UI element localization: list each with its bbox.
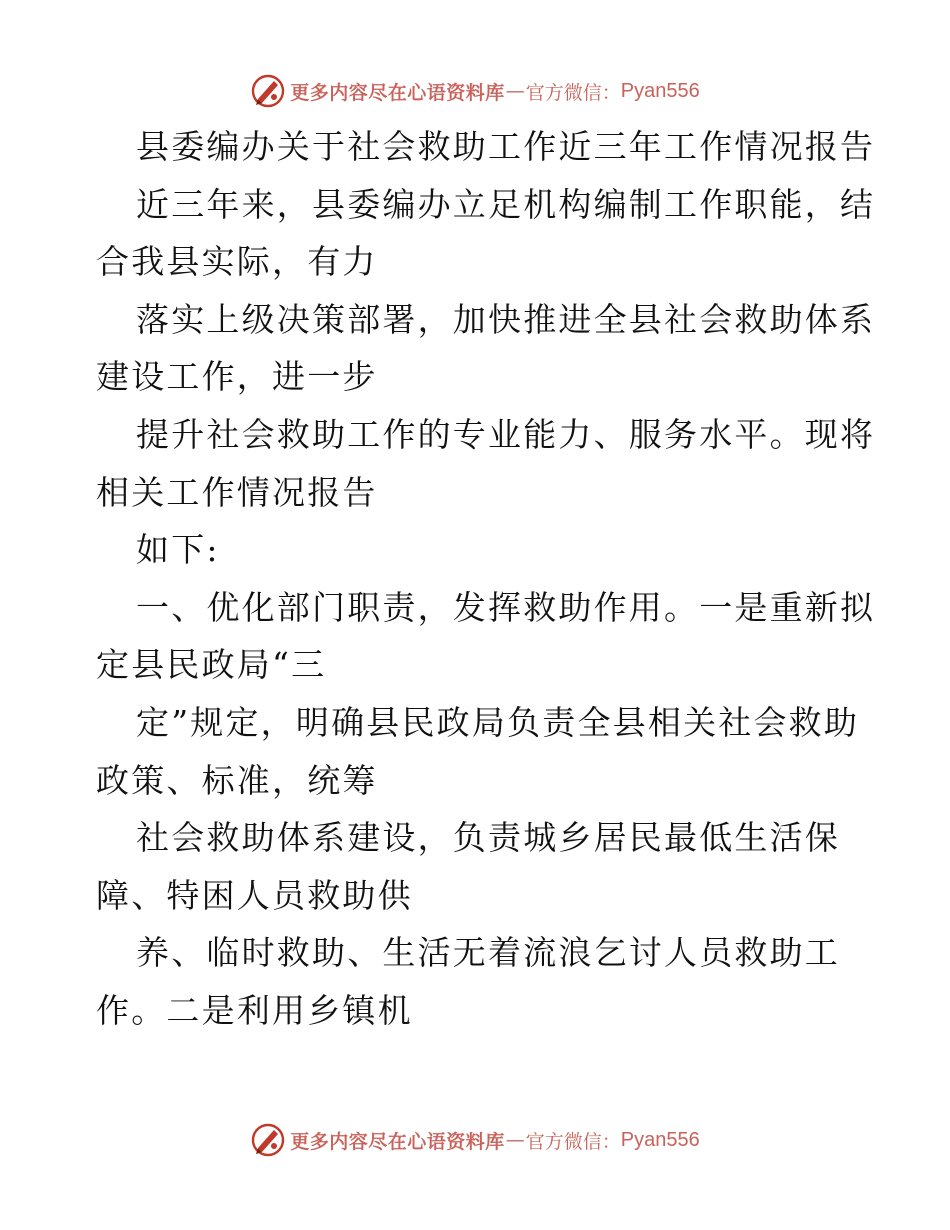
header-watermark [0, 73, 950, 109]
paragraph-line: 落实上级决策部署，加快推进全县社会救助体系 [136, 299, 876, 339]
paragraph-line: 定县民政局“三 [96, 645, 327, 685]
watermark-wechat-label: 官方微信： [525, 81, 621, 104]
paragraph-line: 建设工作，进一步 [96, 357, 378, 397]
watermark-wechat-label: 官方微信： [525, 1130, 621, 1153]
watermark-site-text: 更多内容尽在心语资料库 [290, 1130, 505, 1153]
paragraph-line: 提升社会救助工作的专业能力、服务水平。现将 [136, 414, 876, 454]
paragraph-line: 相关工作情况报告 [96, 472, 378, 512]
footer-watermark [0, 1122, 950, 1158]
pen-logo-icon [250, 73, 286, 109]
paragraph-line: 作。二是利用乡镇机 [96, 990, 413, 1030]
paragraph-line: 政策、标准，统筹 [96, 760, 378, 800]
watermark-dash: — [505, 80, 525, 102]
paragraph-line: 养、临时救助、生活无着流浪乞讨人员救助工 [136, 933, 840, 973]
paragraph-line: 如下: [136, 530, 220, 570]
watermark-site-text: 更多内容尽在心语资料库 [290, 81, 505, 104]
watermark-dash: — [505, 1129, 525, 1151]
paragraph-line: 近三年来，县委编办立足机构编制工作职能，结 [136, 184, 876, 224]
pen-logo-icon [250, 1122, 286, 1158]
paragraph-line: 障、特困人员救助供 [96, 875, 413, 915]
paragraph-line: 合我县实际，有力 [96, 242, 378, 282]
paragraph-line: 社会救助体系建设，负责城乡居民最低生活保 [136, 818, 840, 858]
paragraph-line: 一、优化部门职责，发挥救助作用。一是重新拟 [136, 587, 876, 627]
watermark-wechat-id: Pyan556 [620, 79, 700, 102]
paragraph-line: 定”规定，明确县民政局负责全县相关社会救助 [136, 702, 860, 742]
watermark-wechat-id: Pyan556 [620, 1128, 700, 1151]
document-title: 县委编办关于社会救助工作近三年工作情况报告 [136, 127, 876, 166]
document-body [96, 118, 876, 1040]
